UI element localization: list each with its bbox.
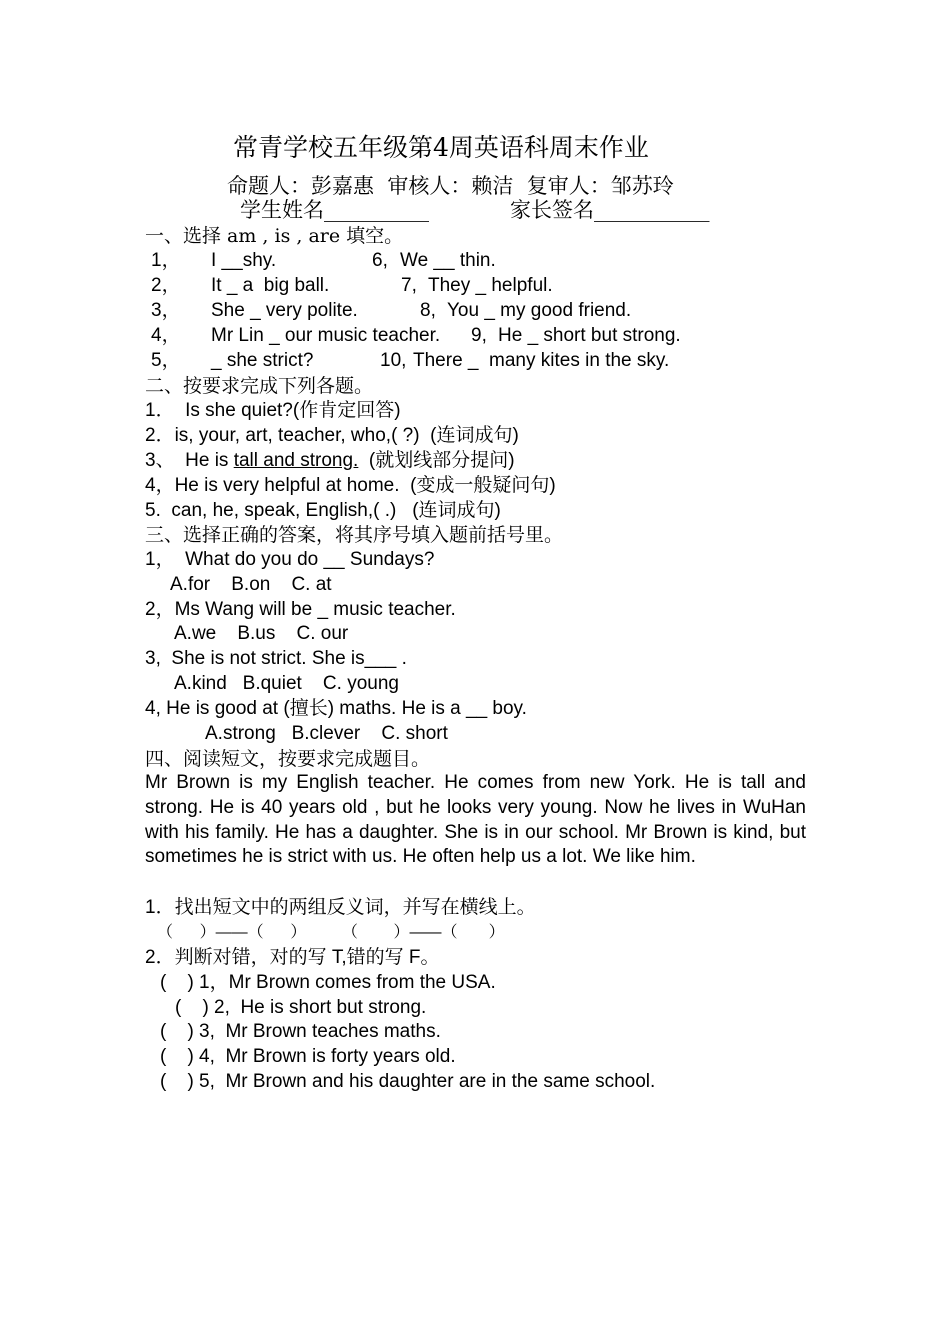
- s3-options-1: A.for B.on C. at: [170, 574, 332, 595]
- q5-text: _ she strict?: [211, 350, 314, 371]
- s2-question-1: 1． Is she quiet?(作肯定回答): [145, 400, 401, 421]
- s3-options-2: A.we B.us C. our: [174, 623, 349, 644]
- s2-question-5: 5. can, he, speak, English,( .) (连词成句): [145, 500, 501, 521]
- s3-question-1: 1， What do you do __ Sundays?: [145, 549, 435, 570]
- q3-text: She _ very polite.: [211, 300, 358, 321]
- q9-text: He _ short but strong.: [498, 325, 681, 346]
- parent-sign-field[interactable]: 家长签名___________: [510, 198, 710, 222]
- q5-number: 5，: [151, 350, 181, 371]
- q1-number: 1，: [151, 250, 181, 271]
- reading-passage: Mr Brown is my English teacher. He comes from new York. He is tall and strong. He is 40 years old , but he looks very young. Now he lives in WuHan with his family. He has a daughter. She is in our school. Mr Brown is kind, but sometimes he is strict with us. He often help us a lot. We like him.: [145, 772, 806, 868]
- q8-text: You _ my good friend.: [447, 300, 632, 321]
- s4-question-2: 2．判断对错，对的写 T,错的写 F。: [145, 947, 440, 968]
- q2-number: 2，: [151, 275, 181, 296]
- q8-number: 8,: [420, 300, 436, 321]
- q10-number: 10,: [380, 350, 407, 371]
- s3-question-2: 2，Ms Wang will be _ music teacher.: [145, 599, 456, 620]
- s2-q3-prefix: 3、 He is: [145, 450, 234, 471]
- section-2-heading: 二、按要求完成下列各题。: [145, 375, 374, 397]
- antonym-blanks[interactable]: （ ）——（ ） （ ）——（ ）: [157, 924, 505, 941]
- q7-number: 7,: [401, 275, 417, 296]
- q4-number: 4，: [151, 325, 181, 346]
- tf-item-1[interactable]: ( ) 1，Mr Brown comes from the USA.: [160, 972, 496, 993]
- student-name-field[interactable]: 学生姓名__________: [240, 198, 429, 222]
- s3-question-3: 3, She is not strict. She is___ .: [145, 648, 407, 669]
- q7-text: They _ helpful.: [428, 275, 553, 296]
- s2-question-3: [145, 449, 515, 473]
- q3-number: 3，: [151, 300, 181, 321]
- q4-text: Mr Lin _ our music teacher.: [211, 325, 441, 346]
- page-title: 常青学校五年级第4周英语科周末作业: [233, 133, 649, 162]
- s2-question-4: 4，He is very helpful at home. (变成一般疑问句): [145, 475, 556, 496]
- section-4-heading: 四、阅读短文，按要求完成题目。: [145, 748, 431, 770]
- tf-item-2[interactable]: ( ) 2, He is short but strong.: [175, 997, 427, 1018]
- q9-number: 9,: [471, 325, 487, 346]
- tf-item-5[interactable]: ( ) 5, Mr Brown and his daughter are in the same school.: [160, 1071, 656, 1092]
- authors-line: 命题人：彭嘉惠 审核人：赖洁 复审人：邹苏玲: [227, 174, 674, 198]
- s3-question-4: 4, He is good at (擅长) maths. He is a __ boy.: [145, 698, 527, 719]
- s3-options-3: A.kind B.quiet C. young: [174, 673, 399, 694]
- tf-item-3[interactable]: ( ) 3, Mr Brown teaches maths.: [160, 1021, 441, 1042]
- s4-question-1: 1．找出短文中的两组反义词，并写在横线上。: [145, 897, 536, 918]
- q1-text: I __shy.: [211, 250, 277, 271]
- s2-question-2: 2．is, your, art, teacher, who,( ?) (连词成句): [145, 425, 519, 446]
- s2-q3-underlined: tall and strong.: [233, 450, 359, 471]
- q6-number: 6,: [372, 250, 388, 271]
- q2-text: It _ a big ball.: [211, 275, 330, 296]
- q10-text: There _ many kites in the sky.: [413, 350, 670, 371]
- s3-options-4: A.strong B.clever C. short: [205, 723, 448, 744]
- s2-q3-suffix: (就划线部分提问): [358, 450, 515, 471]
- section-1-heading: 一、选择 am , is , are 填空。: [145, 225, 404, 247]
- q6-text: We __ thin.: [400, 250, 496, 271]
- section-3-heading: 三、选择正确的答案，将其序号填入题前括号里。: [145, 524, 564, 546]
- tf-item-4[interactable]: ( ) 4, Mr Brown is forty years old.: [160, 1046, 456, 1067]
